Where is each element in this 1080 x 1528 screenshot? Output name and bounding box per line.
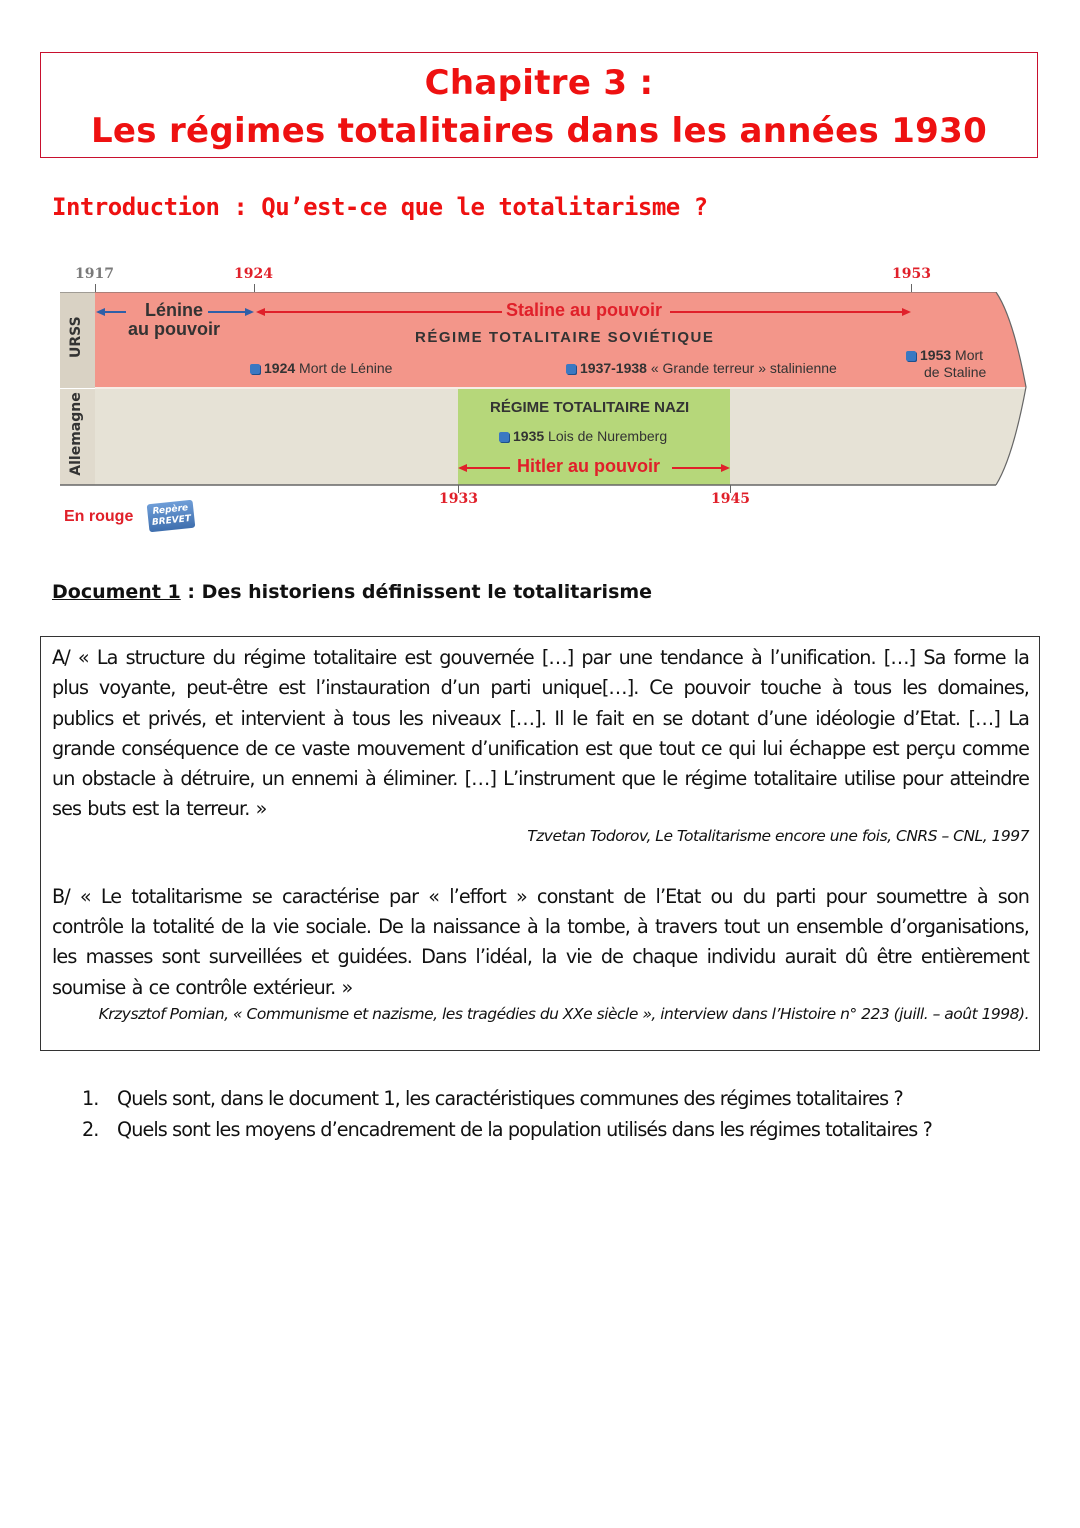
question-number: 1. — [82, 1087, 99, 1110]
row-label-allemagne: Allemagne — [68, 392, 84, 476]
lenine-label: Lénine — [144, 300, 203, 320]
event-1953: 1953 Mort de Staline — [906, 347, 986, 381]
question-item — [82, 1115, 1028, 1146]
questions-list — [82, 1084, 1028, 1145]
event-marker-icon — [499, 432, 509, 442]
introduction-heading: Introduction : Qu’est-ce que le totalitarisme ? — [52, 193, 708, 221]
quote-a: A/ « La structure du régime totalitaire est gouvernée […] par une tendance à l’unification. […] Sa forme la plus voyante, peut-être est l’instauration d’un parti unique[…]. Ce pouvoir touche à tous les domaines, publics et privés, et intervient à tous les niveaux […]. Il le fait en se dotant d’une idéologie d’Etat. […] La grande conséquence de ce vaste mouvement d’unification est que tout ce qui lui échappe est perçu comme un obstacle à détruire, un ennemi à éliminer. […] L’instrument que le régime totalitaire utilise pour atteindre ses buts est la terreur. » — [52, 646, 1029, 821]
question-item — [82, 1084, 1028, 1115]
event-marker-icon — [566, 364, 576, 374]
document-box — [40, 636, 1040, 1051]
staline-au-pouvoir: Staline au pouvoir — [506, 300, 663, 320]
chapter-title-box — [40, 52, 1038, 158]
regime-sovietique-label: RÉGIME TOTALITAIRE SOVIÉTIQUE — [415, 329, 715, 346]
chapter-title: Les régimes totalitaires dans les années 1930 — [90, 111, 988, 151]
year-1917: 1917 — [75, 266, 114, 282]
question-text: Quels sont, dans le document 1, les caractéristiques communes des régimes totalitaires ? — [117, 1087, 903, 1110]
citation-a: Tzvetan Todorov, Le Totalitarisme encore une fois, CNRS – CNL, 1997 — [527, 826, 1029, 845]
repere-brevet-badge — [147, 500, 196, 533]
quote-b: B/ « Le totalitarisme se caractérise par « l’effort » constant de l’Etat ou du parti pour soumettre à son contrôle la totalité de la vie sociale. De la naissance à la tombe, à travers tout un ensemble d’organisations, les masses sont surveillées et guidées. Dans l’idéal, la vie de chaque individu aurait dû être entièrement soumise à ce contrôle extérieur. » — [52, 884, 1029, 999]
event-marker-icon — [250, 364, 260, 374]
document-heading — [52, 581, 652, 603]
regime-nazi-label: RÉGIME TOTALITAIRE NAZI — [490, 399, 690, 416]
year-1953: 1953 — [892, 266, 931, 282]
question-text: Quels sont les moyens d’encadrement de la population utilisés dans les régimes totalitaires ? — [117, 1117, 932, 1141]
event-1937-1938: 1937-1938 « Grande terreur » stalinienne — [566, 360, 837, 376]
badge-line-1: Repère — [152, 503, 189, 517]
event-1924: 1924 Mort de Lénine — [250, 360, 392, 376]
event-1935: 1935 Lois de Nuremberg — [499, 428, 667, 444]
lenine-au-pouvoir — [124, 301, 224, 339]
document-title: : Des historiens définissent le totalitarisme — [180, 581, 653, 603]
document-label: Document 1 — [52, 581, 181, 603]
year-1933: 1933 — [439, 491, 478, 507]
row-label-urss: URSS — [68, 316, 84, 358]
citation-b: Krzysztof Pomian, « Communisme et nazisme, les tragédies du XXe siècle », interview dans l’Histoire n° 223 (juill. – août 1998). — [98, 1004, 1029, 1023]
badge-line-2: BREVET — [151, 513, 192, 528]
year-1924: 1924 — [234, 266, 273, 282]
question-number: 2. — [82, 1117, 99, 1141]
chapter-number: Chapitre 3 : — [424, 63, 654, 103]
year-1945: 1945 — [711, 491, 750, 507]
event-marker-icon — [906, 351, 916, 361]
timeline-frise — [58, 262, 1038, 542]
legend-en-rouge: En rouge — [64, 508, 134, 525]
lenine-label-2: au pouvoir — [127, 319, 220, 339]
hitler-au-pouvoir: Hitler au pouvoir — [517, 456, 661, 476]
